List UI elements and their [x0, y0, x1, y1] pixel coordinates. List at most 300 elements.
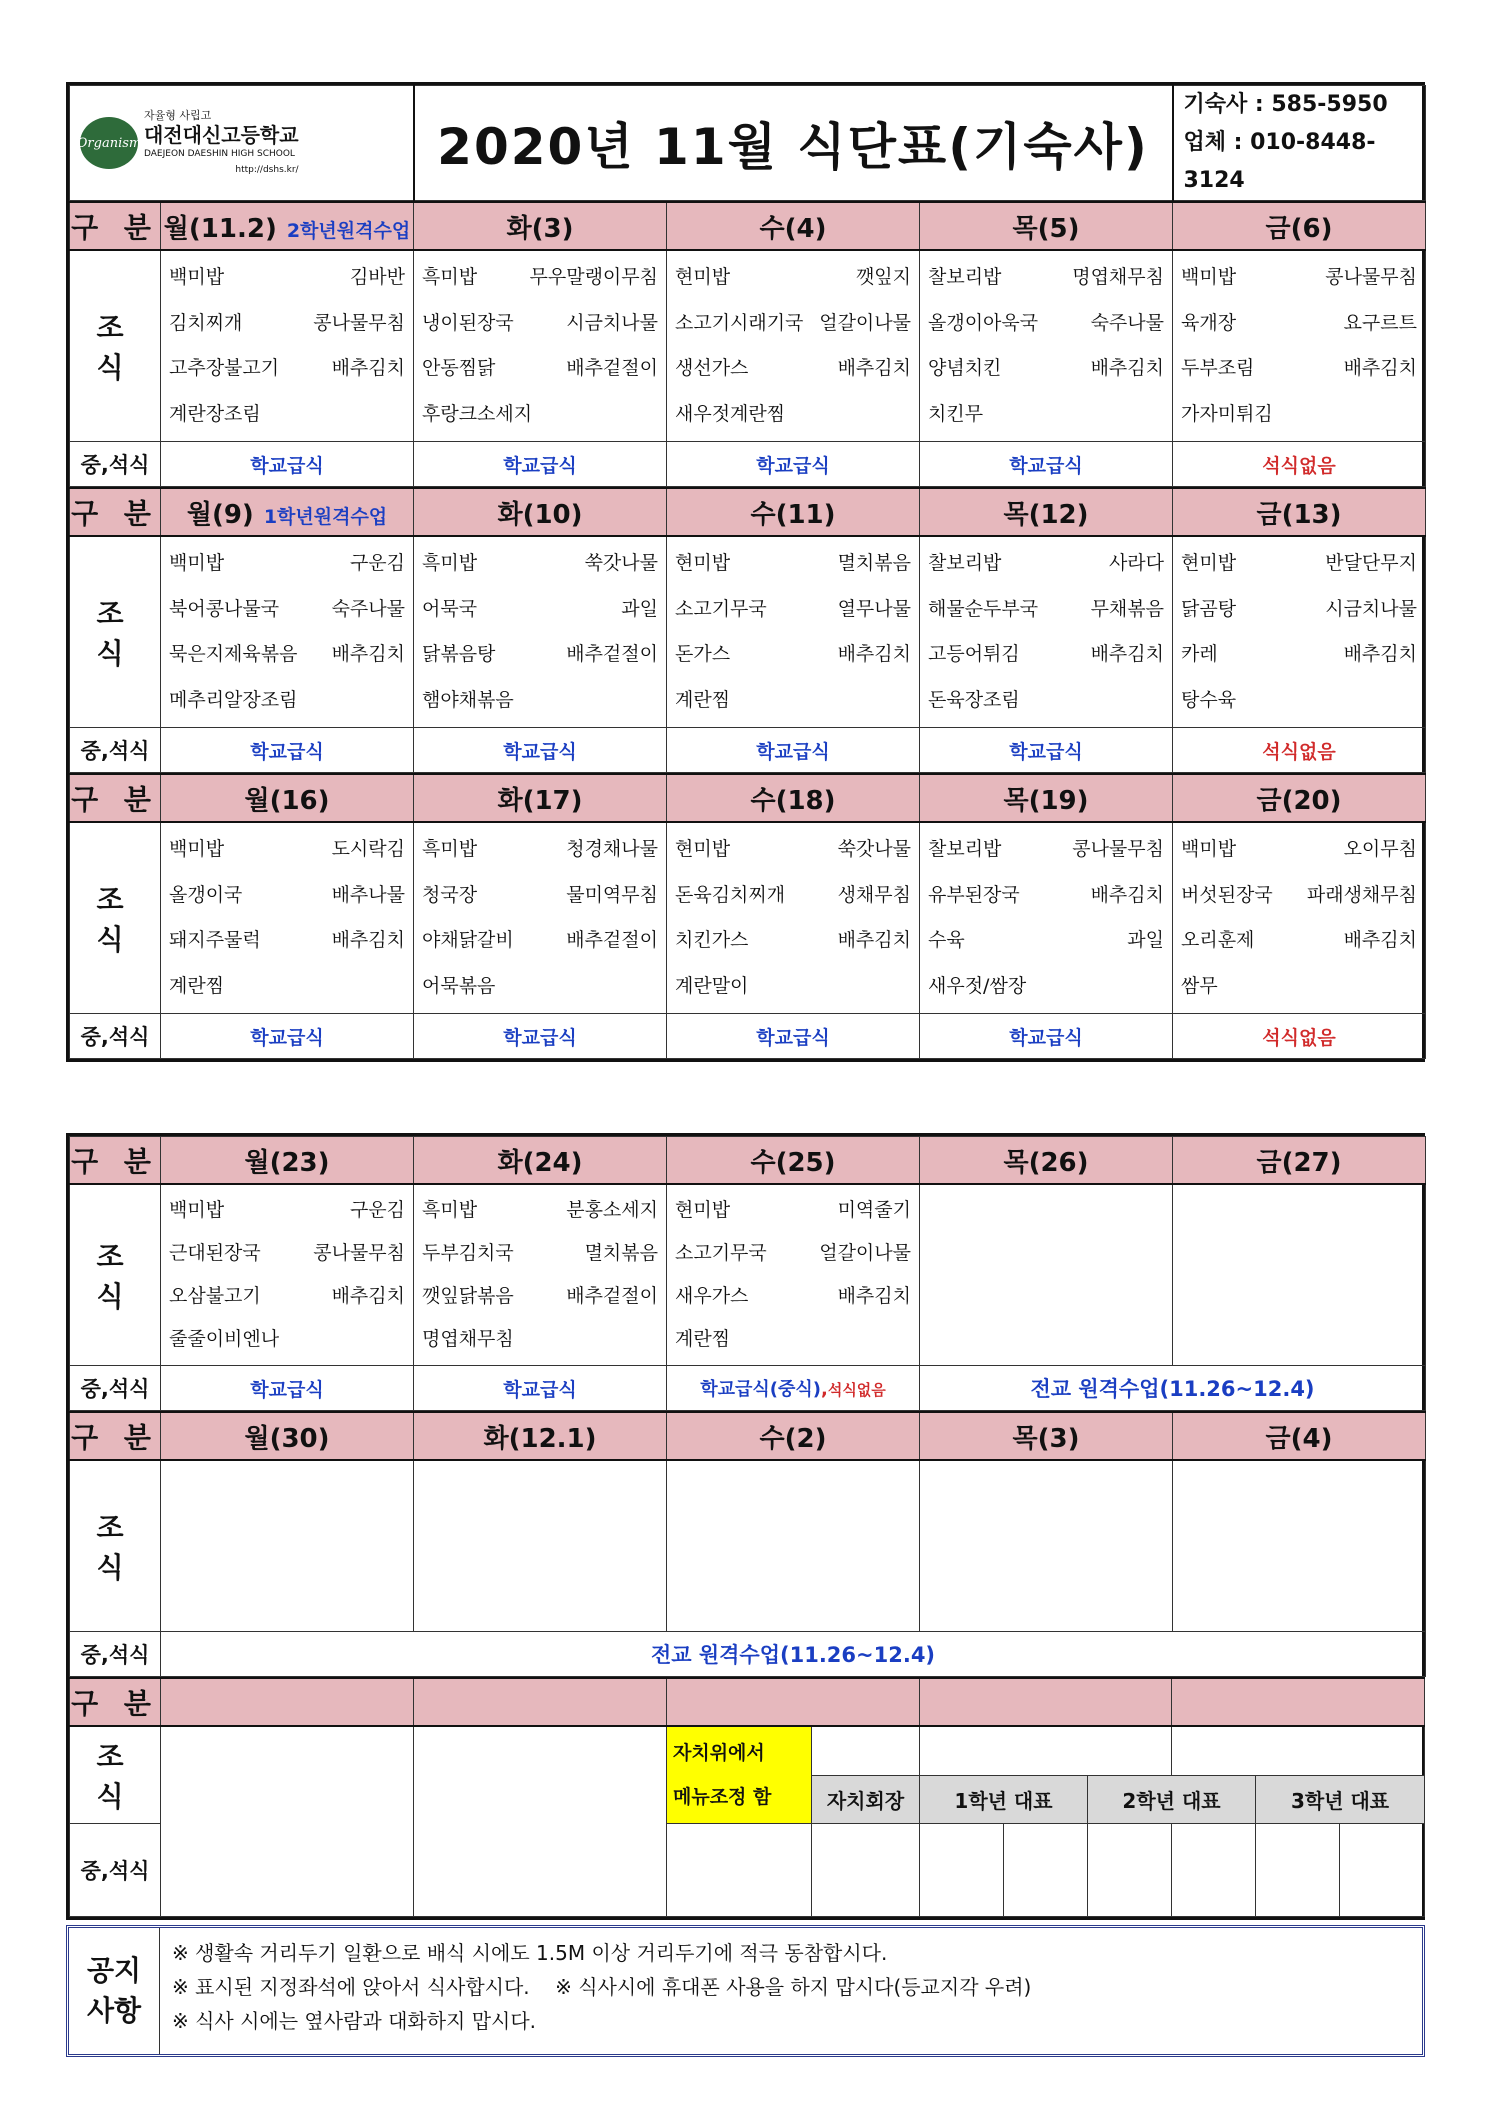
week5-table	[69, 1411, 1426, 1677]
menu-item: 배추김치	[1090, 357, 1164, 379]
menu-item: 냉이된장국	[422, 311, 514, 334]
signature-box[interactable]	[1340, 1824, 1425, 1917]
menu-item: 쌈무	[1181, 974, 1218, 997]
menu-item: 돼지주물럭	[169, 929, 261, 951]
gubun-label: 구 분	[70, 488, 161, 536]
menu-item: 요구르트	[1343, 311, 1417, 334]
breakfast-menu-empty	[414, 1460, 667, 1632]
menu-item: 콩나물무침	[313, 311, 405, 334]
signature-box[interactable]	[1088, 1824, 1172, 1917]
menu-row	[928, 873, 1164, 919]
menu-item: 김치찌개	[169, 311, 243, 334]
menu-item: 무우말랭이무침	[529, 266, 658, 288]
menu-item: 생선가스	[675, 357, 749, 379]
dinner-cell	[667, 1366, 920, 1411]
day-header: 월(9) 1학년원격수업	[161, 488, 414, 536]
menu-item: 오삼불고기	[169, 1285, 261, 1307]
menu-row	[422, 255, 658, 301]
menu-row	[675, 964, 911, 1010]
menu-row	[928, 918, 1164, 964]
gubun-label: 구 분	[70, 1412, 161, 1460]
breakfast-menu	[161, 536, 414, 728]
menu-row	[422, 1275, 658, 1318]
dinner-cell: 학교급식	[414, 1014, 667, 1059]
notice-line: ※ 표시된 지정좌석에 앉아서 식사합시다. ※ 식사시에 휴대폰 사용을 하지 맙시다(등교지각 우려)	[172, 1975, 1032, 1999]
menu-item: 배추김치	[837, 643, 911, 665]
menu-row	[675, 1232, 911, 1275]
breakfast-menu	[920, 822, 1173, 1014]
menu-item: 돈육장조림	[928, 688, 1020, 711]
menu-row	[675, 1275, 911, 1318]
menu-item: 두부조림	[1181, 357, 1255, 379]
menu-item: 카레	[1181, 643, 1218, 665]
menu-adjust-note-line1: 자치위에서	[673, 1742, 765, 1764]
breakfast-label: 조 식	[70, 1184, 161, 1366]
breakfast-menu	[414, 1184, 667, 1366]
dinner-cell: 학교급식	[414, 1366, 667, 1411]
menu-item: 콩나물무침	[1072, 838, 1164, 860]
menu-row	[169, 918, 405, 964]
role-student-president: 자치회장	[812, 1775, 920, 1823]
menu-row	[422, 918, 658, 964]
menu-item: 배추김치	[1343, 643, 1417, 665]
day-header: 월(16)	[161, 774, 414, 822]
breakfast-menu	[414, 536, 667, 728]
school-type: 자율형 사립고	[144, 109, 212, 122]
day-header: 수(2)	[667, 1412, 920, 1460]
day-header: 화(10)	[414, 488, 667, 536]
menu-row	[675, 1318, 911, 1361]
breakfast-label: 조 식	[70, 822, 161, 1014]
menu-row	[1181, 587, 1417, 633]
menu-item: 백미밥	[169, 838, 225, 860]
menu-item: 배추김치	[331, 643, 405, 665]
signature-box[interactable]	[1172, 1824, 1256, 1917]
menu-item: 흑미밥	[422, 266, 478, 288]
day-header-empty	[414, 1678, 667, 1726]
menu-item: 물미역무침	[566, 883, 658, 906]
menu-row	[1181, 541, 1417, 587]
breakfast-menu	[1173, 822, 1426, 1014]
menu-item: 콩나물무침	[313, 1242, 405, 1264]
day-header: 월(23)	[161, 1137, 414, 1185]
school-emblem-icon: Organism	[80, 117, 138, 169]
signoff-blank	[1172, 1726, 1425, 1775]
menu-item: 멸치볶음	[584, 1242, 658, 1264]
breakfast-menu-empty	[667, 1460, 920, 1632]
notice-line: ※ 식사 시에는 옆사람과 대화하지 맙시다.	[172, 2009, 537, 2033]
day-header: 수(11)	[667, 488, 920, 536]
dinner-cell: 학교급식	[667, 442, 920, 487]
menu-row	[422, 1189, 658, 1232]
notice-box	[66, 1925, 1425, 2057]
menu-item: 닭볶음탕	[422, 643, 496, 665]
menu-item: 사라다	[1108, 552, 1164, 574]
menu-row	[675, 678, 911, 724]
dinner-cell: 석식없음	[1173, 728, 1426, 773]
day-header: 수(4)	[667, 202, 920, 250]
menu-item: 과일	[621, 597, 658, 620]
day-header: 금(4)	[1173, 1412, 1426, 1460]
day-header-empty	[920, 1678, 1172, 1726]
day-header: 금(6)	[1173, 202, 1426, 250]
menu-item: 백미밥	[169, 552, 225, 574]
breakfast-menu	[667, 536, 920, 728]
dinner-cell: 학교급식	[920, 728, 1173, 773]
menu-row	[422, 827, 658, 873]
breakfast-menu	[667, 1184, 920, 1366]
menu-adjust-note	[667, 1726, 812, 1824]
menu-row	[675, 541, 911, 587]
breakfast-menu	[161, 822, 414, 1014]
menu-row	[928, 964, 1164, 1010]
dinner-cell: 학교급식	[161, 442, 414, 487]
menu-adjust-note-line2: 메뉴조정 함	[673, 1786, 772, 1808]
breakfast-menu	[1173, 250, 1426, 442]
menu-item: 배추겉절이	[566, 357, 658, 379]
menu-row	[169, 587, 405, 633]
signature-box[interactable]	[667, 1824, 812, 1917]
menu-sheet-bottom	[66, 1133, 1425, 1920]
menu-item: 찰보리밥	[928, 838, 1002, 860]
dinner-label: 중,석식	[70, 1824, 161, 1917]
menu-row	[1181, 301, 1417, 347]
menu-item: 계란말이	[675, 974, 749, 997]
contact-info	[1173, 86, 1426, 201]
day-header: 목(3)	[920, 1412, 1173, 1460]
menu-item: 메추리알장조림	[169, 688, 298, 711]
menu-item: 배추김치	[331, 929, 405, 951]
menu-row	[422, 541, 658, 587]
menu-item: 현미밥	[675, 1199, 731, 1221]
gubun-label: 구 분	[70, 202, 161, 250]
menu-item: 반달단무지	[1325, 552, 1417, 574]
week-table	[69, 773, 1426, 1059]
menu-item: 탕수육	[1181, 688, 1237, 711]
menu-item: 얼갈이나물	[819, 1242, 911, 1264]
dinner-cell: 석식없음	[1173, 1014, 1426, 1059]
menu-item: 배추김치	[331, 1285, 405, 1307]
breakfast-menu	[1173, 536, 1426, 728]
menu-item: 근대된장국	[169, 1242, 261, 1264]
dinner-label: 중,석식	[70, 728, 161, 773]
menu-row	[1181, 873, 1417, 919]
dinner-cell: 학교급식	[161, 728, 414, 773]
menu-item: 배추나물	[331, 883, 405, 906]
menu-sheet-top	[66, 82, 1425, 1062]
page-title: 2020년 11월 식단표(기숙사)	[414, 86, 1173, 201]
menu-row	[169, 1189, 405, 1232]
breakfast-menu	[667, 822, 920, 1014]
menu-item: 백미밥	[169, 266, 225, 288]
dinner-cell: 학교급식	[920, 1014, 1173, 1059]
breakfast-label: 조 식	[70, 1460, 161, 1632]
menu-row	[169, 678, 405, 724]
menu-item: 현미밥	[675, 266, 731, 288]
menu-item: 명엽채무침	[1072, 266, 1164, 288]
menu-item: 배추김치	[1343, 929, 1417, 951]
role-grade2-rep: 2학년 대표	[1088, 1775, 1256, 1823]
menu-item: 유부된장국	[928, 883, 1020, 906]
menu-item: 계란찜	[169, 974, 225, 997]
dinner-separator: ,	[820, 1379, 828, 1400]
menu-row	[169, 541, 405, 587]
menu-item: 햄야채볶음	[422, 688, 514, 711]
day-header: 화(3)	[414, 202, 667, 250]
school-english-name: DAEJEON DAESHIN HIGH SCHOOL	[144, 149, 295, 159]
menu-item: 숙주나물	[1090, 311, 1164, 334]
menu-item: 후랑크소세지	[422, 402, 533, 425]
menu-item: 분홍소세지	[566, 1199, 658, 1221]
menu-item: 배추겉절이	[566, 643, 658, 665]
dinner-lunch-only: 학교급식(중식)	[700, 1379, 821, 1400]
dinner-label: 중,석식	[70, 1632, 161, 1677]
menu-row	[1181, 827, 1417, 873]
menu-row	[928, 541, 1164, 587]
breakfast-label: 조 식	[70, 1726, 161, 1824]
menu-item: 오이무침	[1343, 838, 1417, 860]
dorm-phone: 기숙사 : 585-5950	[1183, 92, 1388, 117]
menu-item: 어묵볶음	[422, 974, 496, 997]
breakfast-label: 조 식	[70, 250, 161, 442]
day-header: 목(19)	[920, 774, 1173, 822]
menu-item: 배추김치	[837, 929, 911, 951]
day-header: 화(12.1)	[414, 1412, 667, 1460]
dinner-cell: 학교급식	[667, 1014, 920, 1059]
menu-row	[675, 301, 911, 347]
dinner-cell: 학교급식	[161, 1014, 414, 1059]
role-grade1-rep: 1학년 대표	[920, 1775, 1088, 1823]
menu-item: 묵은지제육볶음	[169, 643, 298, 665]
menu-item: 두부김치국	[422, 1242, 514, 1264]
menu-item: 찰보리밥	[928, 552, 1002, 574]
menu-row	[928, 346, 1164, 392]
menu-row	[169, 964, 405, 1010]
menu-item: 치킨무	[928, 402, 984, 425]
menu-item: 배추겉절이	[566, 929, 658, 951]
menu-item: 흑미밥	[422, 1199, 478, 1221]
breakfast-menu	[920, 536, 1173, 728]
menu-item: 깻잎닭볶음	[422, 1285, 514, 1307]
notice-line: ※ 생활속 거리두기 일환으로 배식 시에도 1.5M 이상 거리두기에 적극 동참합시다.	[172, 1941, 888, 1965]
menu-item: 치킨가스	[675, 929, 749, 951]
vendor-phone: 업체 : 010-8448-3124	[1183, 130, 1376, 193]
menu-item: 도시락김	[331, 838, 405, 860]
dinner-cell: 학교급식	[667, 728, 920, 773]
menu-item: 올갱이국	[169, 883, 243, 906]
menu-row	[169, 255, 405, 301]
menu-item: 올갱이아욱국	[928, 311, 1039, 334]
menu-item: 배추김치	[837, 1285, 911, 1307]
breakfast-menu-empty	[1173, 1184, 1426, 1366]
menu-item: 흑미밥	[422, 838, 478, 860]
menu-item: 쑥갓나물	[584, 552, 658, 574]
dinner-cell: 학교급식	[920, 442, 1173, 487]
signature-box[interactable]	[1004, 1824, 1088, 1917]
menu-item: 버섯된장국	[1181, 883, 1273, 906]
menu-row	[169, 873, 405, 919]
dinner-cell: 학교급식	[414, 442, 667, 487]
menu-row	[422, 1318, 658, 1361]
menu-item: 새우젓/쌈장	[928, 974, 1027, 997]
menu-row	[1181, 918, 1417, 964]
menu-item: 백미밥	[1181, 838, 1237, 860]
menu-item: 백미밥	[169, 1199, 225, 1221]
remote-class-notice: 전교 원격수업(11.26~12.4)	[161, 1632, 1426, 1677]
menu-row	[422, 873, 658, 919]
menu-row	[1181, 392, 1417, 438]
menu-row	[928, 678, 1164, 724]
menu-item: 생채무침	[837, 883, 911, 906]
gubun-label: 구 분	[70, 1137, 161, 1185]
breakfast-menu	[414, 250, 667, 442]
menu-row	[928, 587, 1164, 633]
school-url[interactable]: http://dshs.kr/	[235, 165, 299, 175]
menu-item: 오리훈제	[1181, 929, 1255, 951]
menu-item: 김바반	[349, 266, 405, 288]
menu-item: 배추김치	[1090, 883, 1164, 906]
menu-row	[675, 255, 911, 301]
signature-box[interactable]	[920, 1824, 1004, 1917]
menu-row	[169, 827, 405, 873]
menu-item: 가자미튀김	[1181, 402, 1273, 425]
day-header: 목(12)	[920, 488, 1173, 536]
menu-row	[675, 918, 911, 964]
signature-box[interactable]	[1256, 1824, 1340, 1917]
day-header: 월(30)	[161, 1412, 414, 1460]
menu-item: 고추장불고기	[169, 357, 280, 379]
menu-item: 흑미밥	[422, 552, 478, 574]
breakfast-menu	[920, 250, 1173, 442]
menu-item: 계란찜	[675, 688, 731, 711]
breakfast-menu-empty	[1173, 1460, 1426, 1632]
breakfast-menu	[161, 250, 414, 442]
menu-row	[169, 346, 405, 392]
day-header: 월(11.2) 2학년원격수업	[161, 202, 414, 250]
signoff-table	[69, 1677, 1425, 1917]
school-name: 대전대신고등학교	[144, 123, 299, 147]
menu-item: 현미밥	[1181, 552, 1237, 574]
menu-item: 새우젓계란찜	[675, 402, 786, 425]
signoff-empty	[414, 1726, 667, 1917]
remote-class-notice: 전교 원격수업(11.26~12.4)	[920, 1366, 1426, 1411]
menu-item: 육개장	[1181, 311, 1237, 334]
breakfast-label: 조 식	[70, 536, 161, 728]
menu-row	[422, 632, 658, 678]
menu-item: 청경채나물	[566, 838, 658, 860]
menu-row	[675, 827, 911, 873]
menu-item: 계란찜	[675, 1328, 731, 1350]
menu-row	[928, 255, 1164, 301]
day-header-empty	[1172, 1678, 1425, 1726]
menu-item: 소고기무국	[675, 1242, 767, 1264]
signature-box[interactable]	[812, 1824, 920, 1917]
remote-class-tag: 2학년원격수업	[286, 219, 411, 242]
week-table	[69, 201, 1426, 487]
menu-row	[169, 1232, 405, 1275]
menu-item: 쑥갓나물	[837, 838, 911, 860]
menu-row	[928, 392, 1164, 438]
gubun-label: 구 분	[70, 774, 161, 822]
menu-row	[169, 392, 405, 438]
menu-row	[1181, 632, 1417, 678]
menu-row	[422, 964, 658, 1010]
menu-item: 청국장	[422, 883, 478, 906]
menu-row	[675, 392, 911, 438]
menu-item: 소고기시래기국	[675, 311, 804, 334]
menu-row	[1181, 255, 1417, 301]
menu-item: 양념치킨	[928, 357, 1002, 379]
school-logo	[70, 86, 414, 201]
day-header: 화(17)	[414, 774, 667, 822]
day-header-empty	[161, 1678, 414, 1726]
menu-row	[928, 632, 1164, 678]
menu-item: 시금치나물	[1325, 597, 1417, 620]
menu-item: 계란장조림	[169, 402, 261, 425]
menu-row	[169, 632, 405, 678]
breakfast-menu-empty	[920, 1460, 1173, 1632]
menu-item: 배추김치	[1090, 643, 1164, 665]
day-header-empty	[667, 1678, 920, 1726]
menu-item: 무채볶음	[1090, 597, 1164, 620]
menu-row	[422, 301, 658, 347]
menu-item: 배추김치	[1343, 357, 1417, 379]
breakfast-menu	[414, 822, 667, 1014]
menu-item: 배추겉절이	[566, 1285, 658, 1307]
day-header: 화(24)	[414, 1137, 667, 1185]
menu-row	[422, 678, 658, 724]
menu-row	[1181, 346, 1417, 392]
menu-row	[422, 587, 658, 633]
signoff-empty	[161, 1726, 414, 1917]
dinner-none: 석식없음	[827, 1381, 886, 1399]
menu-item: 배추김치	[837, 357, 911, 379]
menu-row	[1181, 678, 1417, 724]
day-header: 금(20)	[1173, 774, 1426, 822]
day-header: 금(27)	[1173, 1137, 1426, 1185]
breakfast-menu	[667, 250, 920, 442]
menu-item: 배추김치	[331, 357, 405, 379]
menu-item: 찰보리밥	[928, 266, 1002, 288]
menu-item: 야채닭갈비	[422, 929, 514, 951]
menu-item: 명엽채무침	[422, 1328, 514, 1350]
breakfast-menu-empty	[161, 1460, 414, 1632]
gubun-label: 구 분	[70, 1678, 161, 1726]
menu-row	[675, 632, 911, 678]
signoff-blank	[812, 1726, 920, 1775]
menu-item: 시금치나물	[566, 311, 658, 334]
week4-table	[69, 1136, 1426, 1411]
menu-item: 깻잎지	[855, 266, 911, 288]
day-header: 수(25)	[667, 1137, 920, 1185]
week-table	[69, 487, 1426, 773]
menu-row	[928, 827, 1164, 873]
menu-item: 고등어튀김	[928, 643, 1020, 665]
menu-row	[675, 873, 911, 919]
menu-row	[169, 1318, 405, 1361]
menu-item: 얼갈이나물	[819, 311, 911, 334]
menu-item: 백미밥	[1181, 266, 1237, 288]
menu-item: 현미밥	[675, 552, 731, 574]
dinner-cell: 학교급식	[161, 1366, 414, 1411]
menu-item: 현미밥	[675, 838, 731, 860]
dinner-cell: 석식없음	[1173, 442, 1426, 487]
day-header: 목(26)	[920, 1137, 1173, 1185]
menu-item: 수육	[928, 929, 965, 951]
menu-item: 돈육김치찌개	[675, 883, 786, 906]
menu-item: 멸치볶음	[837, 552, 911, 574]
notice-text	[160, 1928, 1043, 2054]
